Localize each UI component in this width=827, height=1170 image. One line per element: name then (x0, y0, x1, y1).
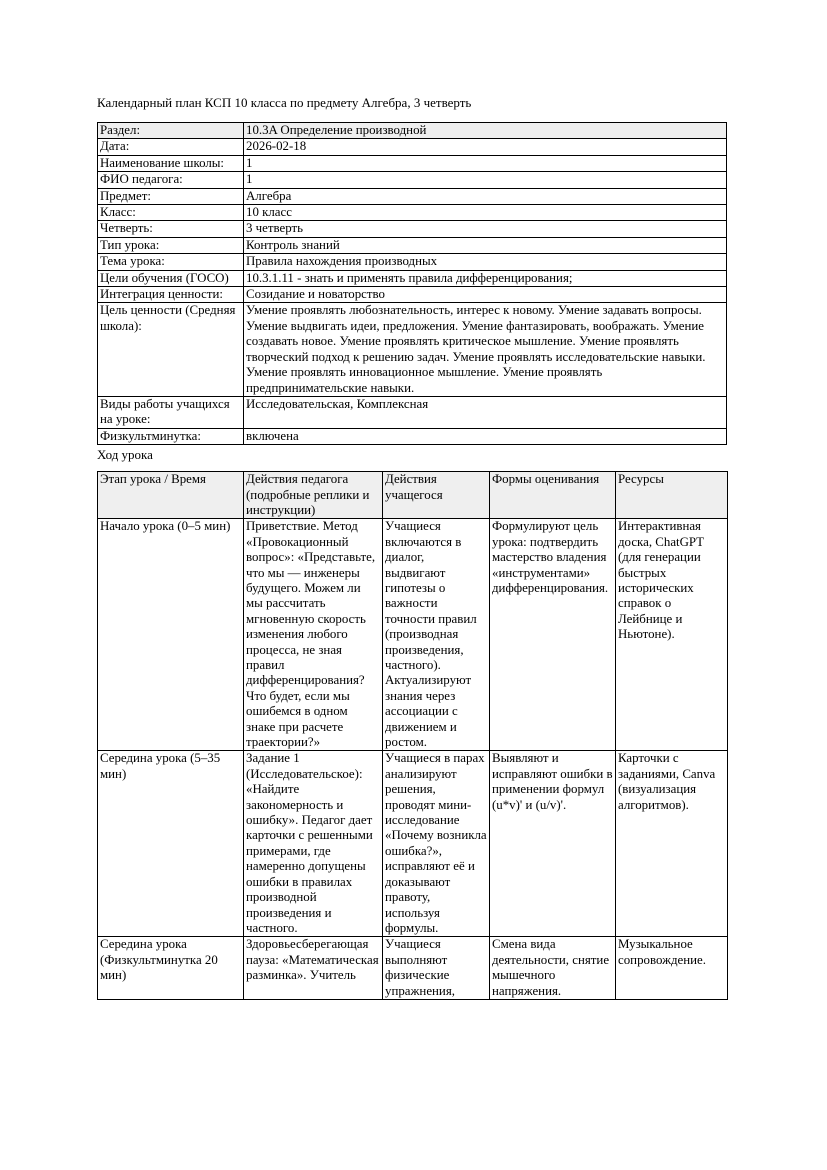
info-row-lesson-type (98, 237, 727, 253)
info-label: Дата: (98, 139, 244, 155)
info-label: Цель ценности (Средняя школа): (98, 303, 244, 396)
info-value: Исследовательская, Комплексная (244, 396, 727, 428)
cell-resources: Карточки с заданиями, Canva (визуализация алгоритмов). (616, 751, 728, 937)
cell-assessment: Смена вида деятельности, снятие мышечного напряжения. (490, 937, 616, 1000)
info-value: Правила нахождения производных (244, 254, 727, 270)
info-row-teacher-name (98, 172, 727, 188)
info-value: 10.3.1.11 - знать и применять правила дифференцирования; (244, 270, 727, 286)
header-teacher-actions: Действия педагога (подробные реплики и инструкции) (244, 472, 383, 519)
info-row-values-goal (98, 303, 727, 396)
lesson-course-table (97, 471, 728, 1000)
header-assessment: Формы оценивания (490, 472, 616, 519)
info-value: 10 класс (244, 205, 727, 221)
header-stage: Этап урока / Время (98, 472, 244, 519)
info-label: Цели обучения (ГОСО) (98, 270, 244, 286)
lesson-row-phys-minute (98, 937, 728, 1000)
lesson-row-start (98, 519, 728, 751)
info-row-school (98, 155, 727, 171)
info-row-quarter (98, 221, 727, 237)
lesson-info-table (97, 122, 727, 445)
cell-stage: Начало урока (0–5 мин) (98, 519, 244, 751)
cell-student-actions: Учащиеся включаются в диалог, выдвигают гипотезы о важности точности правил (производная произведения, частного). Актуализируют знания через ассоциации с движением и ростом. (383, 519, 490, 751)
info-row-data (98, 139, 727, 155)
info-label: ФИО педагога: (98, 172, 244, 188)
info-row-subject (98, 188, 727, 204)
info-value: Созидание и новаторство (244, 287, 727, 303)
info-value: включена (244, 428, 727, 444)
info-label: Класс: (98, 205, 244, 221)
cell-resources: Интерактивная доска, ChatGPT (для генерации быстрых исторических справок о Лейбнице и Ньютоне). (616, 519, 728, 751)
lesson-row-middle (98, 751, 728, 937)
cell-teacher-actions: Здоровьесберегающая пауза: «Математическая разминка». Учитель (244, 937, 383, 1000)
info-row-goals (98, 270, 727, 286)
info-row-lesson-topic (98, 254, 727, 270)
info-label: Виды работы учащихся на уроке: (98, 396, 244, 428)
info-value: 3 четверть (244, 221, 727, 237)
header-resources: Ресурсы (616, 472, 728, 519)
info-label: Четверть: (98, 221, 244, 237)
info-label: Физкультминутка: (98, 428, 244, 444)
info-value: 1 (244, 172, 727, 188)
info-row-phys-minute (98, 428, 727, 444)
info-value: 10.3A Определение производной (244, 123, 727, 139)
document-content (97, 0, 727, 1000)
section-heading: Ход урока (97, 447, 153, 463)
cell-teacher-actions: Приветствие. Метод «Провокационный вопрос»: «Представьте, что мы — инженеры будущего. Можем ли мы рассчитать мгновенную скорость изменения любого процесса, не зная правил дифференцирования? Что будет, если мы ошибемся в одном знаке при расчете траектории?» (244, 519, 383, 751)
cell-stage: Середина урока (Физкультминутка 20 мин) (98, 937, 244, 1000)
info-value: Умение проявлять любознательность, интерес к новому. Умение задавать вопросы. Умение выдвигать идеи, предложения. Умение фантазировать, воображать. Умение создавать новое. Умение проявлять критическое мышление. Умение проявлять творческий подход к решению задач. Умение проявлять исследовательские навыки. Умение проявлять инновационное мышление. Умение проявлять предпринимательские навыки. (244, 303, 727, 396)
info-label: Предмет: (98, 188, 244, 204)
info-label: Тема урока: (98, 254, 244, 270)
info-row-values-integration (98, 287, 727, 303)
cell-stage: Середина урока (5–35 мин) (98, 751, 244, 937)
header-student-actions: Действия учащегося (383, 472, 490, 519)
cell-student-actions: Учащиеся в парах анализируют решения, проводят мини-исследование «Почему возникла ошибка?», исправляют её и доказывают правоту, используя формулы. (383, 751, 490, 937)
cell-resources: Музыкальное сопровождение. (616, 937, 728, 1000)
info-label: Раздел: (98, 123, 244, 139)
cell-student-actions: Учащиеся выполняют физические упражнения, (383, 937, 490, 1000)
cell-teacher-actions: Задание 1 (Исследовательское): «Найдите закономерность и ошибку». Педагог дает карточки с решенными примерами, где намеренно допущены ошибки в правилах производной произведения и частного. (244, 751, 383, 937)
info-label: Наименование школы: (98, 155, 244, 171)
page-title: Календарный план КСП 10 класса по предмету Алгебра, 3 четверть (97, 95, 472, 110)
info-label: Тип урока: (98, 237, 244, 253)
cell-assessment: Выявляют и исправляют ошибки в применении формул (u*v)' и (u/v)'. (490, 751, 616, 937)
info-value: 1 (244, 155, 727, 171)
info-row-work-types (98, 396, 727, 428)
lesson-table-header-row (98, 472, 728, 519)
info-row-class (98, 205, 727, 221)
info-value: 2026-02-18 (244, 139, 727, 155)
info-row-razdel (98, 123, 727, 139)
cell-assessment: Формулируют цель урока: подтвердить мастерство владения «инструментами» дифференцирования. (490, 519, 616, 751)
info-label: Интеграция ценности: (98, 287, 244, 303)
info-value: Алгебра (244, 188, 727, 204)
info-value: Контроль знаний (244, 237, 727, 253)
